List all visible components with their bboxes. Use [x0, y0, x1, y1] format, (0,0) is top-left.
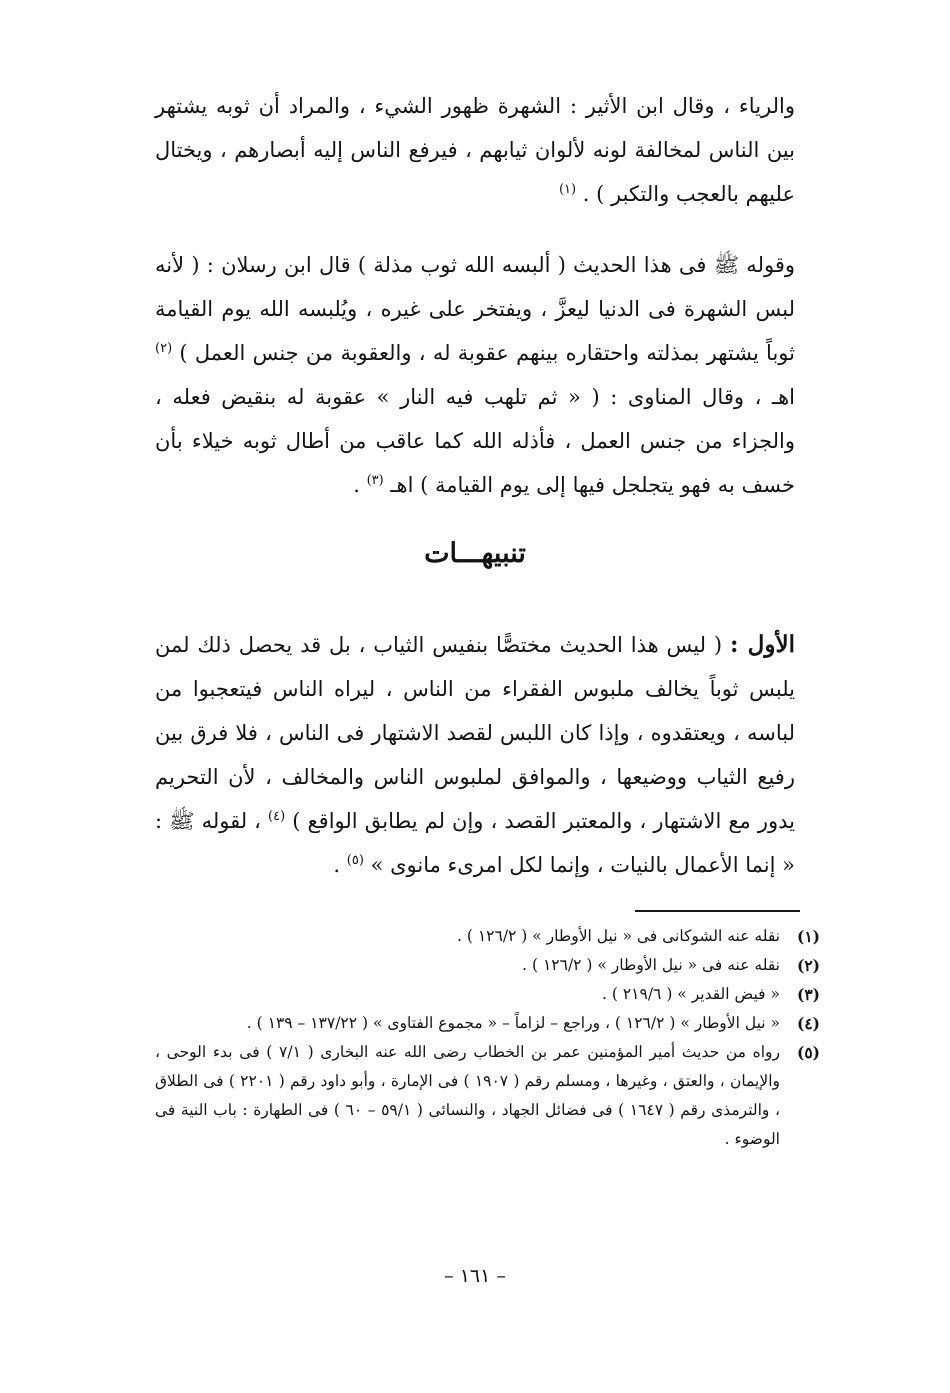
footnote-text: نقله عنه الشوكانى فى « نيل الأوطار » ( ١٢٦/٢ ) . — [457, 927, 780, 945]
footnote-text: « نيل الأوطار » ( ١٢٦/٢ ) ، وراجع – لزاماً – « مجموع الفتاوى » ( ١٣٧/٢٢ – ١٣٩ ) . — [246, 1014, 780, 1032]
section-heading: تنبيهـــات — [424, 538, 526, 569]
paragraph-3-text-2: ، لقوله ﷺ : « إنما الأعمال بالنيات ، وإنما لكل امرىء مانوى » — [155, 809, 795, 877]
footnote-text: « فيض القدير » ( ٢١٩/٦ ) . — [602, 985, 780, 1003]
section-lead: الأول : — [729, 631, 795, 658]
paragraph-1-text: والرياء ، وقال ابن الأثير : الشهرة ظهور الشيء ، والمراد أن ثوبه يشتهر بين الناس لمخالفة لونه لألوان ثيابهم ، فيرفع الناس إليه أبصارهم ، ويختال عليهم بالعجب والتكبر ) . — [155, 94, 795, 206]
footnote-ref-5[interactable]: (٥) — [346, 853, 364, 868]
paragraph-2-tail: اهـ ، وقال المناوى : ( « ثم تلهب فيه النار » عقوبة له بنقيض فعله ، والجزاء من جنس العمل ، فأذله الله كما عاقب من أطال ثوبه خيلاء بأن خسف به فهو يتجلجل فيها إلى يوم القيامة ) اهـ — [155, 385, 795, 497]
footnote-ref-1[interactable]: (١) — [558, 182, 577, 197]
paragraph-3 — [155, 623, 795, 887]
paragraph-3-end: . — [333, 853, 341, 877]
footnote-text: رواه من حديث أمير المؤمنين عمر بن الخطاب رضى الله عنه البخارى ( ٧/١ ) فى بدء الوحى ، والإيمان ، والعتق ، وغيرها ، ومسلم رقم ( ١٩٠٧ ) فى الإمارة ، وأبو داود رقم ( ٢٢٠١ ) فى الطلاق ، والترمذى رقم ( ١٦٤٧ ) فى فضائل الجهاد ، والنسائى ( ٥٩/١ – ٦٠ ) فى الطهارة : باب النية فى الوضوء . — [155, 1043, 781, 1148]
footnote-ref-4[interactable]: (٤) — [268, 809, 286, 824]
paragraph-3-text-1: ( ليس هذا الحديث مختصًّا بنفيس الثياب ، بل قد يحصل ذلك لمن يلبس ثوباً يخالف ملبوس الفقراء من الناس ، ليراه الناس فيتعجبوا من لباسه ، ويعتقدوه ، وإذا كان اللبس لقصد الاشتهار فى الناس ، فلا فرق بين رفيع الثياب ووضيعها ، والموافق لملبوس الناس والمخالف ، لأن التحريم يدور مع الاشتهار ، والمعتبر القصد ، وإن لم يطابق الواقع ) — [155, 633, 795, 833]
footnote-number: (٣) — [796, 985, 820, 1004]
page-number: – ١٦١ – — [444, 1265, 506, 1287]
footnote-text: نقله عنه فى « نيل الأوطار » ( ١٢٦/٢ ) . — [522, 956, 780, 974]
paragraph-2-end: . — [353, 473, 360, 497]
paragraph-2 — [155, 243, 795, 507]
footnote-divider — [635, 910, 800, 912]
paragraph-1 — [155, 84, 795, 216]
footnote-item — [155, 1038, 820, 1154]
footnote-item — [155, 951, 820, 980]
footnotes — [155, 922, 820, 1154]
footnote-ref-2[interactable]: (٢) — [155, 341, 173, 356]
footnote-number: (١) — [796, 927, 820, 946]
footnote-item — [155, 980, 820, 1009]
footnote-item — [155, 922, 820, 951]
paragraph-2-text: وقوله ﷺ فى هذا الحديث ( ألبسه الله ثوب مذلة ) قال ابن رسلان : ( لأنه لبس الشهرة فى الدنيا ليعزَّ ، ويفتخر على غيره ، ويُلبسه الله يوم القيامة ثوباً يشتهر بمذلته واحتقاره بينهم عقوبة له ، والعقوبة من جنس العمل ) — [155, 253, 795, 365]
footnote-number: (٥) — [796, 1043, 820, 1062]
footnote-number: (٢) — [796, 956, 820, 975]
footnote-ref-3[interactable]: (٣) — [366, 473, 384, 488]
footnote-number: (٤) — [796, 1014, 820, 1033]
footnote-item — [155, 1009, 820, 1038]
